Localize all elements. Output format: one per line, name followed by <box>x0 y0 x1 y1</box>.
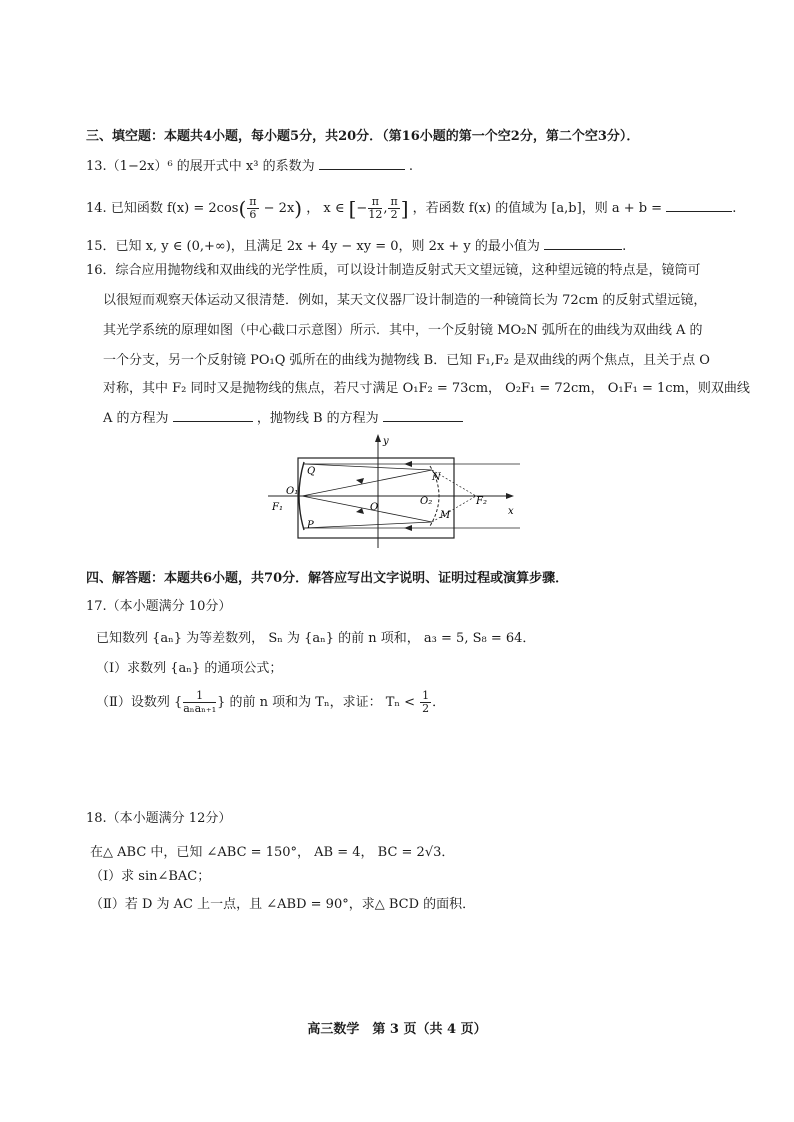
q17-part2 <box>96 690 445 715</box>
q16-line-1: 16．综合应用抛物线和双曲线的光学性质，可以设计制造反射式天文望远镜，这种望远镜的特点是，镜筒可 <box>86 263 701 278</box>
q16-line-3: 其光学系统的原理如图（中心截口示意图）所示．其中，一个反射镜 MO₂N 弧所在的曲线为双曲线 A 的 <box>103 323 703 338</box>
q17-part1: （Ⅰ）求数列 {aₙ} 的通项公式； <box>96 661 283 676</box>
label-F2: F₂ <box>476 496 487 507</box>
q18-title: 18.（本小题满分 12分） <box>86 811 232 826</box>
label-x: x <box>508 506 514 517</box>
reflected-ray-4 <box>302 496 432 522</box>
q14-frac-pi-12: $\frac{\pi}{12}$ <box>368 195 383 221</box>
ray-arrow-bottom <box>404 525 412 531</box>
q15-answer-blank[interactable] <box>544 236 622 250</box>
q16-line-5: 对称，其中 F₂ 同时又是抛物线的焦点，若尺寸满足 O₁F₂ = 73cm， O₂F₁ = 72cm， O₁F₁ = 1cm，则双曲线 <box>103 381 750 396</box>
q17-title: 17.（本小题满分 10分） <box>86 599 232 614</box>
section4-heading: 四、解答题：本题共6小题，共70分．解答应写出文字说明、证明过程或演算步骤． <box>86 571 569 586</box>
telescope-diagram <box>262 432 528 552</box>
q17-part2-end: ． <box>432 695 446 710</box>
q15-text: 15．已知 x, y ∈ (0,+∞)，且满足 2x + 4y − xy = 0，则 2x + y 的最小值为 <box>86 239 540 254</box>
label-M: M <box>440 510 451 521</box>
q16-line-4: 一个分支，另一个反射镜 PO₁Q 弧所在的曲线为抛物线 B．已知 F₁,F₂ 是双曲线的两个焦点，且关于点 O <box>103 353 710 368</box>
question-15: 15．已知 x, y ∈ (0,+∞)，且满足 2x + 4y − xy = 0，则 2x + y 的最小值为 . <box>86 236 626 256</box>
ray-arrow-mid2 <box>356 508 364 514</box>
q17-part2-b: } 的前 n 项和为 Tₙ，求证： Tₙ < <box>217 695 416 710</box>
label-O2: O₂ <box>420 496 433 507</box>
y-axis-arrow <box>375 434 381 442</box>
q16-last-a: A 的方程为 <box>103 411 169 426</box>
page-footer: 高三数学 第 3 页（共 4 页） <box>307 1022 487 1037</box>
q14-frac-pi-6: $\frac{\pi}{6}$ <box>249 195 257 221</box>
label-Q: Q <box>307 466 316 477</box>
reflected-ray-1 <box>304 464 432 470</box>
q16-blank-hyperbola[interactable] <box>173 408 253 422</box>
q18-given: 在△ ABC 中，已知 ∠ABC = 150°， AB = 4， BC = 2√3． <box>90 845 455 860</box>
label-F1: F₁ <box>272 502 283 513</box>
q14-prefix: 已知函数 f(x) = 2cos <box>110 201 239 216</box>
q16-line-6 <box>103 408 463 428</box>
x-axis-arrow <box>506 493 514 499</box>
q16-last-b: ，抛物线 B 的方程为 <box>256 411 379 426</box>
q16-line-2: 以很短而观察天体运动又很清楚．例如，某天文仪器厂设计制造的一种镜筒长为 72cm 的反射式望远镜， <box>103 293 707 308</box>
label-O: O <box>370 502 379 513</box>
reflected-ray-3 <box>302 470 432 496</box>
label-y: y <box>383 436 389 447</box>
q16-blank-parabola[interactable] <box>383 408 463 422</box>
q14-domain-text: ， x ∈ <box>306 201 345 216</box>
ray-arrow-mid1 <box>356 478 364 484</box>
q18-part1: （Ⅰ）求 sin∠BAC； <box>90 869 211 884</box>
q13-text: 13.（1−2x）⁶ 的展开式中 x³ 的系数为 <box>86 159 315 174</box>
q14-frac-pi-2: $\frac{\pi}{2}$ <box>390 195 398 221</box>
q17-half: $\frac{1}{2}$ <box>422 689 430 715</box>
question-14: 14. 已知函数 f(x) = 2cos( $\frac{\pi}{6}$ − 2x) ， x ∈ [− $\frac{\pi}{12}$ , $\frac{\pi}{2}$ ] ，若函数 f(x) 的值域为 [a,b]，则 a + b = . <box>86 195 737 221</box>
q17-part2-a: （Ⅱ）设数列 { <box>96 695 183 710</box>
label-O1: O₁ <box>286 486 299 497</box>
q14-suffix: ，若函数 f(x) 的值域为 [a,b]，则 a + b = <box>412 201 663 216</box>
ray-arrow-top <box>404 461 412 467</box>
label-N: N <box>432 472 441 483</box>
question-13: 13.（1−2x）⁶ 的展开式中 x³ 的系数为 . <box>86 156 413 176</box>
q13-answer-blank[interactable] <box>319 156 405 170</box>
q14-minus2x: − 2x <box>259 201 295 216</box>
q18-part2: （Ⅱ）若 D 为 AC 上一点，且 ∠ABD = 90°，求△ BCD 的面积． <box>90 897 476 912</box>
q17-frac: $\frac{1}{\text{aₙaₙ₊₁}}$ <box>183 689 217 715</box>
q14-answer-blank[interactable] <box>666 198 732 212</box>
label-P: P <box>307 520 314 531</box>
q17-given: 已知数列 {aₙ} 为等差数列， Sₙ 为 {aₙ} 的前 n 项和， a₃ = 5, S₈ = 64． <box>96 631 536 646</box>
q14-number: 14. <box>86 201 107 216</box>
reflected-ray-2 <box>304 522 432 528</box>
section3-heading: 三、填空题：本题共4小题，每小题5分，共20分．（第16小题的第一个空2分，第二个空3分）． <box>86 129 640 144</box>
